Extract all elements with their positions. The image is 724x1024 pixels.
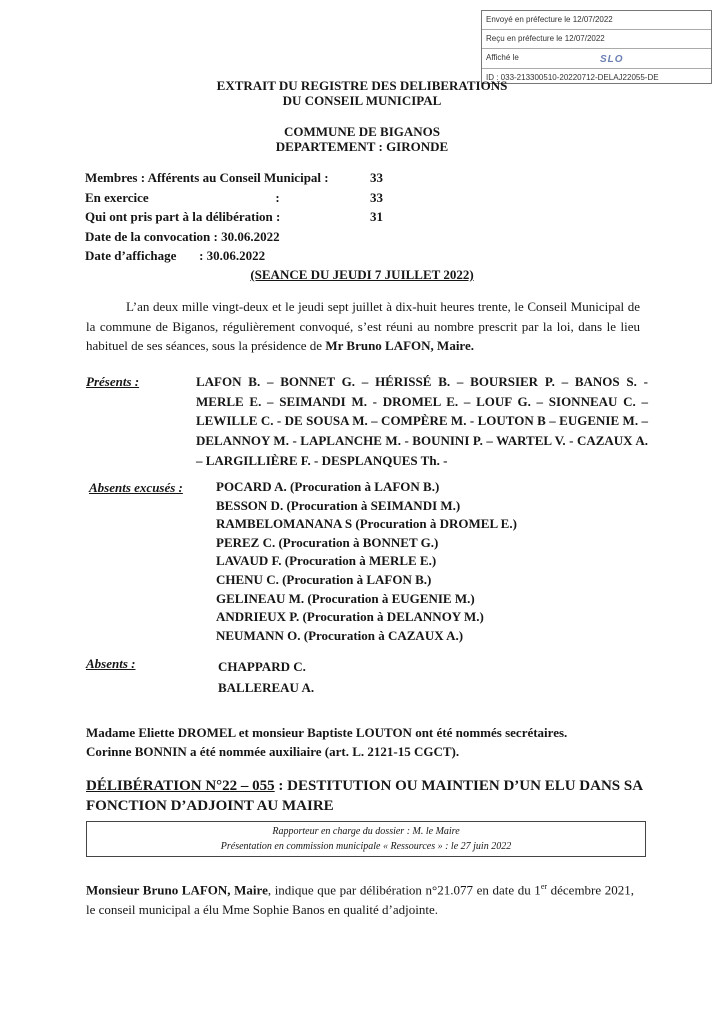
presents-label: Présents : xyxy=(86,374,140,389)
meta-value: 33 xyxy=(370,189,383,205)
commission-line: Présentation en commission municipale « Ressources » : le 27 juin 2022 xyxy=(220,841,512,852)
list-item: PEREZ C. (Procuration à BONNET G.) xyxy=(216,534,439,550)
session-metadata xyxy=(85,168,383,266)
body-paragraph xyxy=(86,877,634,919)
deliberation-title: : DESTITUTION OU MAINTIEN D’UN ELU DANS SA FONCTION D’ADJOINT AU MAIRE xyxy=(86,778,643,814)
meta-label: Membres : Afférents au Conseil Municipal : xyxy=(85,170,329,185)
meta-row xyxy=(85,188,383,208)
stamp-sent: Envoyé en préfecture le 12/07/2022 xyxy=(482,11,711,30)
president-name: Mr Bruno LAFON, Maire. xyxy=(325,338,474,353)
intro-paragraph xyxy=(86,297,640,356)
stamp-posted-label: Affiché le xyxy=(486,53,519,63)
commune-header xyxy=(0,124,724,154)
commune-name: COMMUNE DE BIGANOS xyxy=(283,124,440,139)
list-item: BESSON D. (Procuration à SEIMANDI M.) xyxy=(216,497,461,513)
body-text-2: décembre 2021, le conseil municipal a élu Mme Sophie Banos en qualité d’adjointe. xyxy=(86,882,634,917)
meta-value: 33 xyxy=(370,170,383,185)
presents-list: LAFON B. – BONNET G. – HÉRISSÉ B. – BOURSIER P. – BANOS S. - MERLE E. – SEIMANDI M. - DROMEL E. – LOUF G. – SIONNEAU C. – LEWILLE C. - DE SOUSA M. – COMPÈRE M. - LOUTON B – EUGENIE M. – DELANNOY M. - LAPLANCHE M. - BOUNINI P. – WARTEL V. - CAZAUX A. – LARGILLIÈRE F. - DESPLANQUES Th. - xyxy=(196,374,648,468)
stamp-received: Reçu en préfecture le 12/07/2022 xyxy=(482,30,711,49)
meta-label: Date de la convocation : 30.06.2022 xyxy=(85,228,280,244)
meta-row xyxy=(85,227,329,247)
slo-logo: SLO xyxy=(600,54,624,66)
speaker-name: Monsieur Bruno LAFON, Maire xyxy=(86,882,268,898)
ordinal-suffix: er xyxy=(540,882,548,891)
stamp-posted xyxy=(482,49,711,68)
secretaries-block xyxy=(86,723,567,761)
list-item: ANDRIEUX P. (Procuration à DELANNOY M.) xyxy=(216,609,484,625)
seance-title: (SEANCE DU JEUDI 7 JUILLET 2022) xyxy=(250,267,474,282)
meta-row xyxy=(85,207,383,227)
auxiliary-line: Corinne BONNIN a été nommée auxiliaire (art. L. 2121-15 CGCT). xyxy=(86,744,460,759)
list-item: CHAPPARD C. xyxy=(218,659,306,674)
absents-list xyxy=(218,656,314,698)
meta-label: Date d’affichage : 30.06.2022 xyxy=(85,248,266,264)
list-item: POCARD A. (Procuration à LAFON B.) xyxy=(216,479,440,494)
register-title-line2: DU CONSEIL MUNICIPAL xyxy=(282,93,442,108)
prefecture-stamp xyxy=(481,10,712,84)
deliberation-number: DÉLIBÉRATION N°22 – 055 xyxy=(86,778,275,794)
register-title-line1: EXTRAIT DU REGISTRE DES DELIBERATIONS xyxy=(216,78,508,93)
stamp-id: ID : 033-213300510-20220712-DELAJ22055-DE xyxy=(486,72,659,82)
excuses-label: Absents excusés : xyxy=(89,480,183,495)
excuses-list xyxy=(216,478,517,645)
list-item: NEUMANN O. (Procuration à CAZAUX A.) xyxy=(216,627,464,643)
register-title xyxy=(0,78,724,108)
list-item: RAMBELOMANANA S (Procuration à DROMEL E.) xyxy=(216,516,517,532)
meta-row xyxy=(85,168,383,188)
absents-label: Absents : xyxy=(86,656,136,671)
secretaries-line: Madame Eliette DROMEL et monsieur Baptiste LOUTON ont été nommés secrétaires. xyxy=(86,725,568,740)
list-item: GELINEAU M. (Procuration à EUGENIE M.) xyxy=(216,590,475,606)
meta-row xyxy=(85,246,329,266)
meta-label: Qui ont pris part à la délibération : xyxy=(85,209,281,225)
departement-name: DEPARTEMENT : GIRONDE xyxy=(275,139,449,154)
body-text-1: , indique que par délibération n°21.077 en date du 1 xyxy=(267,882,541,898)
list-item: BALLEREAU A. xyxy=(218,680,315,695)
list-item: CHENU C. (Procuration à LAFON B.) xyxy=(216,571,432,587)
meta-label: En exercice : xyxy=(85,189,280,205)
deliberation-heading xyxy=(86,776,646,816)
meta-value: 31 xyxy=(370,209,383,225)
intro-text: L’an deux mille vingt-deux et le jeudi sept juillet à dix-huit heures trente, le Conseil Municipal de la commune de Biganos, régulièrement convoqué, s’est réuni au nombre prescrit par la loi, dans le lieu habituel de ses séances, sous la présidence de xyxy=(86,299,640,353)
list-item: LAVAUD F. (Procuration à MERLE E.) xyxy=(216,553,437,569)
rapporteur-line: Rapporteur en charge du dossier : M. le Maire xyxy=(272,826,460,837)
rapporteur-box xyxy=(86,821,646,857)
